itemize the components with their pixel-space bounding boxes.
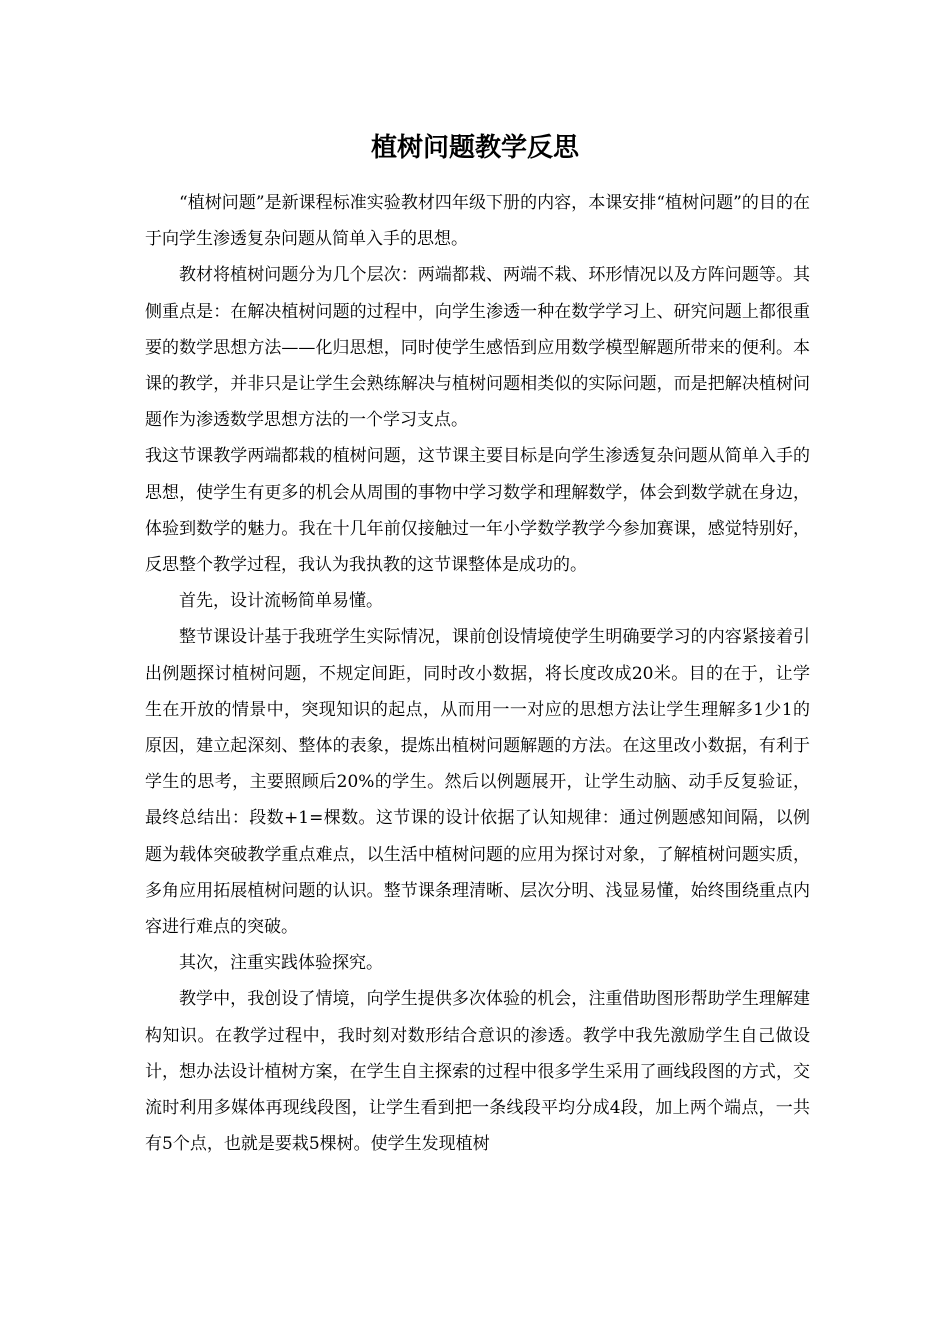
paragraph: 整节课设计基于我班学生实际情况，课前创设情境使学生明确要学习的内容紧接着引出例题探讨植树问题，不规定间距，同时改小数据，将长度改成20米。目的在于，让学生在开放的情景中，突现知识的起点，从而用一一对应的思想方法让学生理解多1少1的原因，建立起深刻、整体的表象，提炼出植树问题解题的方法。在这里改小数据，有利于学生的思考，主要照顾后20%的学生。然后以例题展开，让学生动脑、动手反复验证，最终总结出：段数+1=棵数。这节课的设计依据了认知规律：通过例题感知间隔，以例题为载体突破教学重点难点，以生活中植树问题的应用为探讨对象，了解植树问题实质，多角应用拓展植树问题的认识。整节课条理清晰、层次分明、浅显易懂，始终围绕重点内容进行难点的突破。 bbox=[145, 627, 810, 938]
document-title: 植树问题教学反思 bbox=[370, 133, 579, 163]
paragraph: “植树问题”是新课程标准实验教材四年级下册的内容，本课安排“植树问题”的目的在于向学生渗透复杂问题从简单入手的思想。 bbox=[145, 193, 810, 250]
section-heading: 其次，注重实践体验探究。 bbox=[179, 953, 383, 974]
paragraph: 教学中，我创设了情境，向学生提供多次体验的机会，注重借助图形帮助学生理解建构知识。在教学过程中，我时刻对数形结合意识的渗透。教学中我先激励学生自己做设计，想办法设计植树方案，在学生自主探索的过程中很多学生采用了画线段图的方式，交流时利用多媒体再现线段图，让学生看到把一条线段平均分成4段，加上两个端点，一共有5个点，也就是要栽5棵树。使学生发现植树 bbox=[145, 989, 810, 1155]
paragraph: 教材将植树问题分为几个层次：两端都栽、两端不栽、环形情况以及方阵问题等。其侧重点是：在解决植树问题的过程中，向学生渗透一种在数学学习上、研究问题上都很重要的数学思想方法——化归思想，同时使学生感悟到应用数学模型解题所带来的便利。本课的教学，并非只是让学生会熟练解决与植树问题相类似的实际问题，而是把解决植树问题作为渗透数学思想方法的一个学习支点。 bbox=[145, 265, 810, 431]
paragraph: 我这节课教学两端都栽的植树问题，这节课主要目标是向学生渗透复杂问题从简单入手的思想，使学生有更多的机会从周围的事物中学习数学和理解数学，体会到数学就在身边，体验到数学的魅力。我在十几年前仅接触过一年小学数学教学今参加赛课，感觉特别好，反思整个教学过程，我认为我执教的这节课整体是成功的。 bbox=[145, 446, 810, 576]
section-heading: 首先，设计流畅简单易懂。 bbox=[179, 591, 383, 612]
document-body bbox=[145, 185, 810, 1162]
